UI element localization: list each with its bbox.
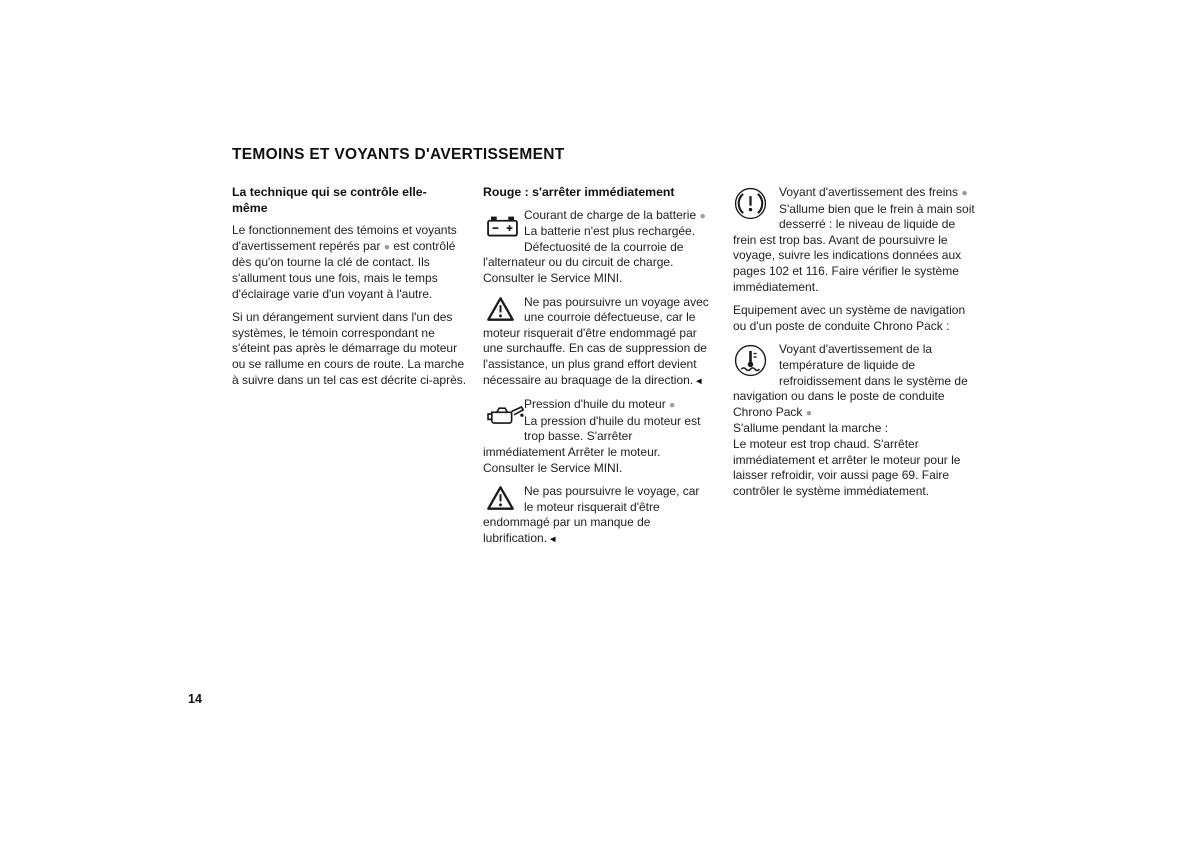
text: Courant de charge de la batterie	[524, 207, 700, 222]
equipment-note: Equipement avec un système de navigation ou d'un poste de conduite Chrono Pack :	[733, 303, 966, 333]
indicator-dot: ●	[805, 406, 813, 419]
page-number: 14	[188, 692, 202, 706]
text: Voyant d'avertissement de la température de liquide de refroidissement dans le système de navigation ou dans le poste de conduite Chrono Pack	[733, 342, 968, 419]
text: Le fonctionnement des témoins et voyants d'avertissement repérés par	[232, 223, 457, 253]
page-title: TEMOINS ET VOYANTS D'AVERTISSEMENT	[232, 146, 565, 163]
section-heading-red: Rouge : s'arrêter immédiatement	[483, 185, 675, 199]
coolant-temperature-icon	[733, 342, 779, 380]
paragraph-indicator-check	[232, 223, 472, 302]
column-self-check	[232, 185, 472, 396]
warning-note-lubrication	[483, 484, 711, 547]
indicator-description: La pression d'huile du moteur est trop basse. S'arrêter immédiatement Arrêter le moteur. Consulter le Service MINI.	[483, 413, 701, 475]
battery-icon	[483, 208, 524, 246]
text: est contrôlé dès qu'on tourne la clé de contact. Ils s'allument tous une fois, mais le temps d'éclairage varie d'un voyant à l'autre.	[232, 238, 456, 301]
warning-triangle-icon	[483, 295, 524, 322]
warning-triangle-icon	[483, 484, 524, 511]
indicator-description: Le moteur est trop chaud. S'arrêter immédiatement et arrêter le moteur pour le laisser refroidir, voir aussi page 69. Faire contrôler le système immédiatement.	[733, 436, 961, 498]
text: Ne pas poursuivre un voyage avec une courroie défectueuse, car le moteur risquerait d'être endommagé par une surchauffe. En cas de suppression de l'assistance, un plus grand effort devient nécessaire au braquage de la direction.	[483, 294, 709, 387]
indicator-condition: S'allume pendant la marche :	[733, 421, 889, 436]
brake-warning-indicator-item	[733, 185, 976, 295]
indicator-dot: ●	[699, 209, 706, 222]
coolant-temperature-indicator-item	[733, 342, 976, 499]
text: Ne pas poursuivre le voyage, car le moteur risquerait d'être endommagé par un manque de lubrification.	[483, 484, 700, 545]
column-brake-coolant	[733, 185, 976, 507]
indicator-description: La batterie n'est plus rechargée. Défectuosité de la courroie de l'alternateur ou du circuit de charge. Consulter le Service MINI.	[483, 224, 696, 285]
text: Pression d'huile du moteur	[524, 397, 670, 412]
warning-note-belt	[483, 295, 711, 390]
column-red-warnings	[483, 185, 711, 555]
paragraph-malfunction: Si un dérangement survient dans l'un des systèmes, le témoin correspondant ne s'éteint pas après le démarrage du moteur ou se rallume en cours de route. La marche à suivre dans un tel cas est décrite ci-après.	[232, 310, 467, 387]
indicator-dot: ●	[669, 399, 676, 412]
oil-pressure-indicator-item	[483, 397, 711, 476]
brake-warning-icon	[733, 185, 779, 223]
end-of-note-marker: ◄	[548, 533, 558, 545]
indicator-description: S'allume bien que le frein à main soit desserré : le niveau de liquide de frein est trop bas. Avant de poursuivre le voyage, suivre les indications données aux pages 102 et 116. Faire vérifier le système immédiatement.	[733, 201, 975, 294]
oil-can-icon	[483, 397, 524, 435]
section-heading-self-check: La technique qui se contrôle elle-même	[232, 185, 427, 215]
text: Voyant d'avertissement des freins	[779, 185, 962, 199]
indicator-dot: ●	[961, 187, 968, 199]
battery-indicator-item	[483, 208, 711, 287]
end-of-note-marker: ◄	[694, 375, 704, 387]
indicator-dot: ●	[383, 240, 391, 253]
